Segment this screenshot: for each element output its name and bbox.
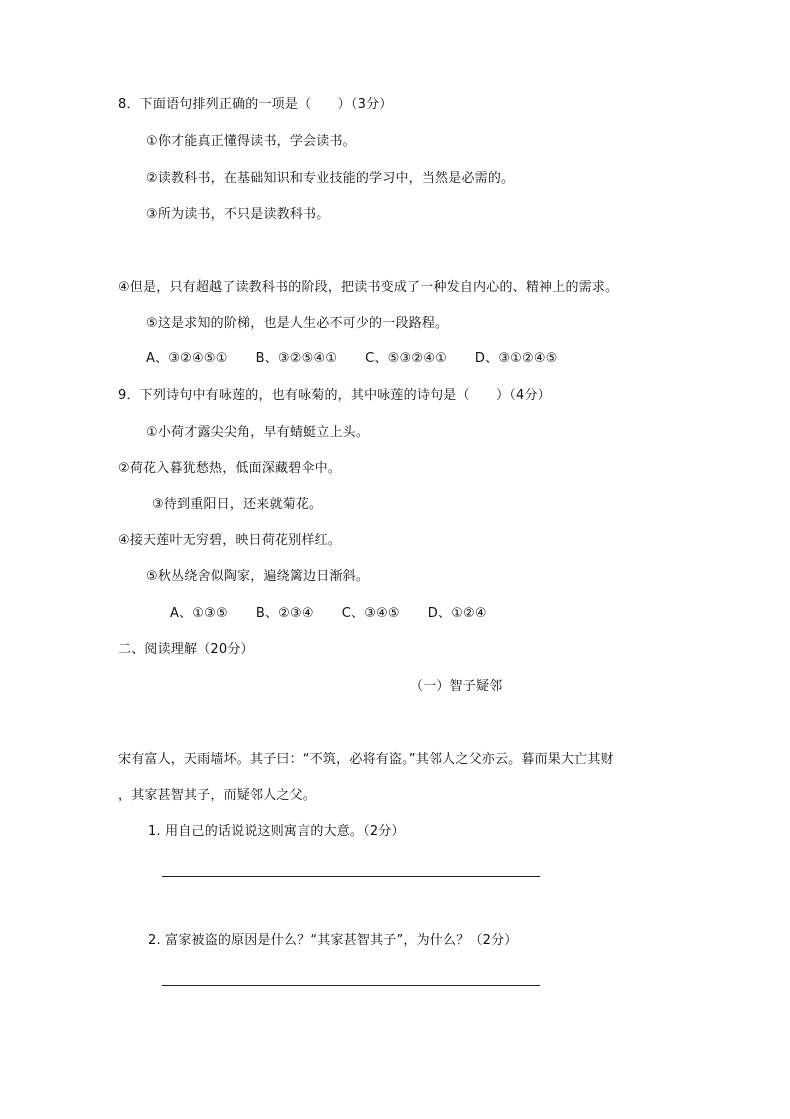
- q9-sentence-3: ③待到重阳日，还来就菊花。: [152, 497, 323, 512]
- q8-sentence-5: ⑤这是求知的阶梯，也是人生必不可少的一段路程。: [146, 316, 449, 331]
- q8-stem: 8．下面语句排列正确的一项是（ ）（3分）: [118, 97, 393, 112]
- q8-option-d[interactable]: D、③①②④⑤: [474, 351, 558, 366]
- q9-sentence-1: ①小荷才露尖尖角，早有蜻蜓立上头。: [146, 425, 370, 440]
- question-2: 2. 富家被盗的原因是什么？“其家甚智其子”，为什么？（2分）: [148, 933, 518, 948]
- question-1: 1. 用自己的话说说这则寓言的大意。（2分）: [148, 824, 405, 839]
- answer-line-2[interactable]: [162, 985, 540, 986]
- section-heading: 二、阅读理解（20分）: [118, 642, 254, 657]
- q8-option-c[interactable]: C、⑤③②④①: [365, 351, 447, 366]
- q8-options: [146, 351, 586, 367]
- q9-option-b[interactable]: B、②③④: [255, 606, 314, 621]
- passage-title: （一）智子疑邻: [410, 679, 503, 694]
- q8-sentence-2: ②读教科书，在基础知识和专业技能的学习中，当然是必需的。: [146, 171, 515, 186]
- q9-sentence-4: ④接天莲叶无穷碧，映日荷花别样红。: [118, 533, 342, 548]
- q9-option-c[interactable]: C、③④⑤: [341, 606, 400, 621]
- answer-line-1[interactable]: [162, 876, 540, 877]
- q8-option-b[interactable]: B、③②⑤④①: [255, 351, 338, 366]
- q9-sentence-5: ⑤秋丛绕舍似陶家，遍绕篱边日渐斜。: [146, 569, 370, 584]
- passage-line-2: ，其家甚智其子，而疑邻人之父。: [118, 788, 317, 803]
- passage-line-1: 宋有富人，天雨墙坏。其子曰：“不筑，必将有盗。”其邻人之父亦云。暮而果大亡其财: [118, 752, 614, 767]
- q8-sentence-3: ③所为读书，不只是读教科书。: [146, 207, 330, 222]
- q9-option-a[interactable]: A、①③⑤: [170, 606, 228, 621]
- q9-options: [170, 606, 515, 622]
- q8-option-a[interactable]: A、③②④⑤①: [146, 351, 228, 366]
- q9-sentence-2: ②荷花入暮犹愁热，低面深藏碧伞中。: [118, 461, 342, 476]
- q9-option-d[interactable]: D、①②④: [427, 606, 487, 621]
- q9-stem: 9．下列诗句中有咏莲的，也有咏菊的，其中咏莲的诗句是（ ）（4分）: [118, 388, 551, 403]
- q8-sentence-4: ④但是，只有超越了读教科书的阶段，把读书变成了一种发自内心的、精神上的需求。: [118, 280, 619, 295]
- q8-sentence-1: ①你才能真正懂得读书，学会读书。: [146, 134, 356, 149]
